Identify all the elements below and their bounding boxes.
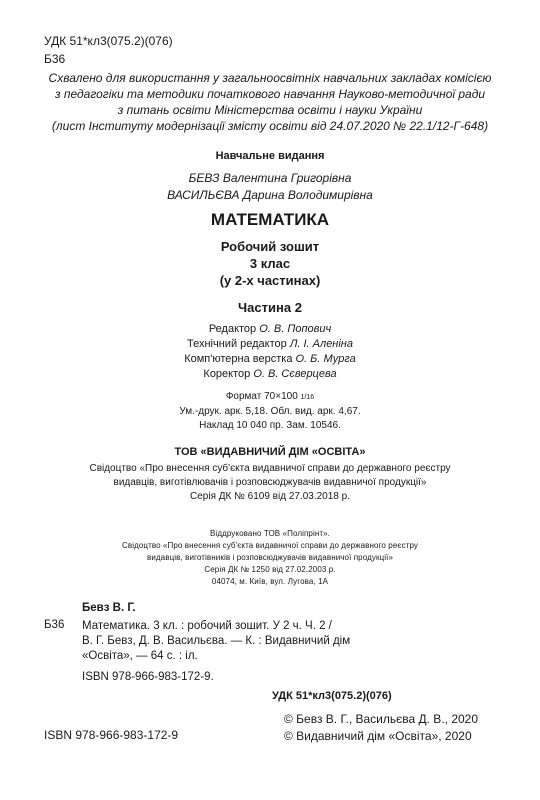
copyright-line: © Видавничий дім «Освіта», 2020 bbox=[284, 729, 472, 743]
approval-note bbox=[0, 70, 540, 134]
catalog-mark: Б36 bbox=[44, 619, 65, 631]
staff-line bbox=[0, 322, 540, 337]
specs-line: Наклад 10 040 пр. Зам. 10546. bbox=[199, 420, 341, 431]
approval-line: з педагогіки та методики початкового навчання Науково-методичної ради bbox=[54, 87, 486, 101]
authors bbox=[0, 170, 540, 204]
staff-role: Редактор bbox=[208, 323, 260, 335]
book-title: МАТЕМАТИКА bbox=[210, 210, 330, 229]
printer-line: Віддруковано ТОВ «Поліпрінт». bbox=[210, 529, 330, 538]
staff-line bbox=[0, 367, 540, 382]
copyright-block bbox=[284, 711, 478, 745]
udk-code: УДК 51*кл3(075.2)(076) bbox=[44, 34, 173, 48]
approval-line: Схвалено для використання у загальноосвітніх навчальних закладах комісією bbox=[48, 71, 492, 85]
printer-line: Свідоцтво «Про внесення суб'єкта видавничої справи до державного реєстру bbox=[121, 541, 419, 550]
certificate-line: Серія ДК № 6109 від 27.03.2018 р. bbox=[190, 491, 350, 502]
staff-name: О. В. Попович bbox=[259, 323, 332, 335]
staff-line bbox=[0, 352, 540, 367]
approval-line: з питань освіти Міністерства освіти і науки України bbox=[117, 103, 423, 117]
catalog-line: «Освіта», — 64 с. : іл. bbox=[82, 650, 198, 662]
publisher-name: ТОВ «ВИДАВНИЧИЙ ДІМ «ОСВІТА» bbox=[174, 446, 366, 458]
format-fraction: 1/16 bbox=[300, 394, 315, 401]
subtitle-line: Робочий зошит bbox=[220, 239, 320, 254]
author-name: ВАСИЛЬЄВА Дарина Володимирівна bbox=[167, 188, 373, 202]
staff-role: Коректор bbox=[203, 368, 254, 380]
catalog-heading: Бевз В. Г. bbox=[82, 602, 136, 614]
catalog-isbn: ISBN 978-966-983-172-9. bbox=[82, 671, 214, 683]
certificate-line: Свідоцтво «Про внесення суб'єкта видавничої справи до державного реєстру bbox=[89, 463, 451, 474]
printer-line: видавців, виготівників і розповсюджувачів видавничої продукції» bbox=[147, 553, 393, 562]
staff-name: Л. І. Аленіна bbox=[289, 338, 353, 350]
staff-credits bbox=[0, 322, 540, 382]
printer-info bbox=[0, 528, 540, 588]
book-subtitle bbox=[0, 238, 540, 289]
format-text: Формат 70×100 bbox=[225, 391, 301, 402]
catalog-entry bbox=[82, 619, 350, 664]
staff-name: О. Б. Мурга bbox=[295, 353, 356, 365]
staff-name: О. В. Сєверцева bbox=[253, 368, 337, 380]
subtitle-line: 3 клас bbox=[249, 256, 291, 271]
edition-type: Навчальне видання bbox=[215, 150, 325, 162]
staff-role: Комп'ютерна верстка bbox=[184, 353, 296, 365]
certificate-line: видавців, виготівлювачів і розповсюджувачів видавничої продукції» bbox=[113, 477, 427, 488]
author-mark: Б36 bbox=[44, 52, 66, 66]
catalog-line: Математика. 3 кл. : робочий зошит. У 2 ч. Ч. 2 / bbox=[82, 620, 332, 632]
author-name: БЕВЗ Валентина Григорівна bbox=[188, 171, 352, 185]
catalog-line: В. Г. Бевз, Д. В. Васильєва. — К. : Видавничий дім bbox=[82, 635, 351, 647]
approval-line: (лист Інституту модернізації змісту освіти від 24.07.2020 № 22.1/12-Г-648) bbox=[51, 119, 489, 133]
subtitle-line: (у 2-х частинах) bbox=[219, 273, 321, 288]
udk-code-bottom: УДК 51*кл3(075.2)(076) bbox=[272, 690, 392, 702]
print-specs bbox=[0, 390, 540, 433]
staff-line bbox=[0, 337, 540, 352]
printer-line: 04074, м. Київ, вул. Лугова, 1А bbox=[211, 577, 329, 586]
format-line bbox=[0, 390, 540, 405]
staff-role: Технічний редактор bbox=[187, 338, 290, 350]
book-part: Частина 2 bbox=[238, 300, 302, 315]
copyright-line: © Бевз В. Г., Васильєва Д. В., 2020 bbox=[284, 712, 479, 726]
specs-line: Ум.-друк. арк. 5,18. Обл. вид. арк. 4,67. bbox=[179, 406, 361, 417]
printer-line: Серія ДК № 1250 від 27.02.2003 р. bbox=[204, 565, 336, 574]
publisher-certificate bbox=[0, 462, 540, 504]
isbn: ISBN 978-966-983-172-9 bbox=[44, 728, 179, 742]
